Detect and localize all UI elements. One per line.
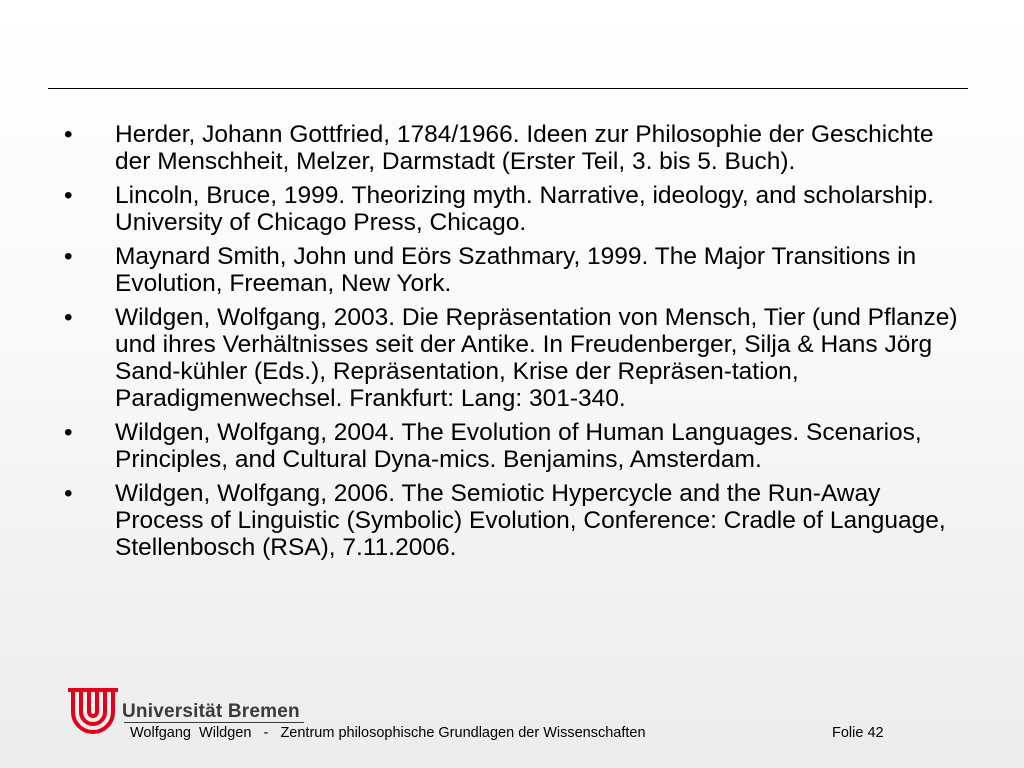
bullet: •: [64, 419, 73, 446]
list-item: [64, 419, 974, 473]
bullet: •: [64, 182, 73, 209]
reference-text: Herder, Johann Gottfried, 1784/1966. Ideen zur Philosophie der Geschichte der Menschheit, Melzer, Darmstadt (Erster Teil, 3. bis 5. Buch).: [115, 121, 934, 175]
reference-text: Wildgen, Wolfgang, 2006. The Semiotic Hypercycle and the Run-Away Process of Linguistic (Symbolic) Evolution, Conference: Cradle of Language, Stellenbosch (RSA), 7.11.2006.: [115, 480, 946, 561]
list-item: [64, 121, 974, 175]
list-item: [64, 304, 974, 412]
universitaet-bremen-logo-icon: [68, 686, 118, 734]
list-item: [64, 182, 974, 236]
bullet: •: [64, 243, 73, 270]
university-name: Universität Bremen: [122, 701, 300, 722]
footer-divider: [124, 722, 304, 723]
footer-author-line: Wolfgang Wildgen - Zentrum philosophische Grundlagen der Wissenschaften: [130, 725, 646, 741]
bullet: •: [64, 480, 73, 507]
list-item: [64, 480, 974, 561]
reference-text: Wildgen, Wolfgang, 2004. The Evolution of Human Languages. Scenarios, Principles, and Cultural Dyna-mics. Benjamins, Amsterdam.: [115, 419, 922, 473]
bullet: •: [64, 304, 73, 331]
reference-text: Maynard Smith, John und Eörs Szathmary, 1999. The Major Transitions in Evolution, Freeman, New York.: [115, 243, 917, 297]
reference-text: Wildgen, Wolfgang, 2003. Die Repräsentation von Mensch, Tier (und Pflanze) und ihres Verhältnisses seit der Antike. In Freudenberger, Silja & Hans Jörg Sand-kühler (Eds.), Repräsentation, Krise der Repräsen-tation, Paradigmenwechsel. Frankfurt: Lang: 301-340.: [115, 304, 958, 412]
slide-number: Folie 42: [832, 725, 884, 741]
reference-list: [64, 121, 974, 568]
list-item: [64, 243, 974, 297]
reference-text: Lincoln, Bruce, 1999. Theorizing myth. Narrative, ideology, and scholarship. University of Chicago Press, Chicago.: [115, 182, 934, 236]
top-divider: [48, 88, 968, 89]
bullet: •: [64, 121, 73, 148]
